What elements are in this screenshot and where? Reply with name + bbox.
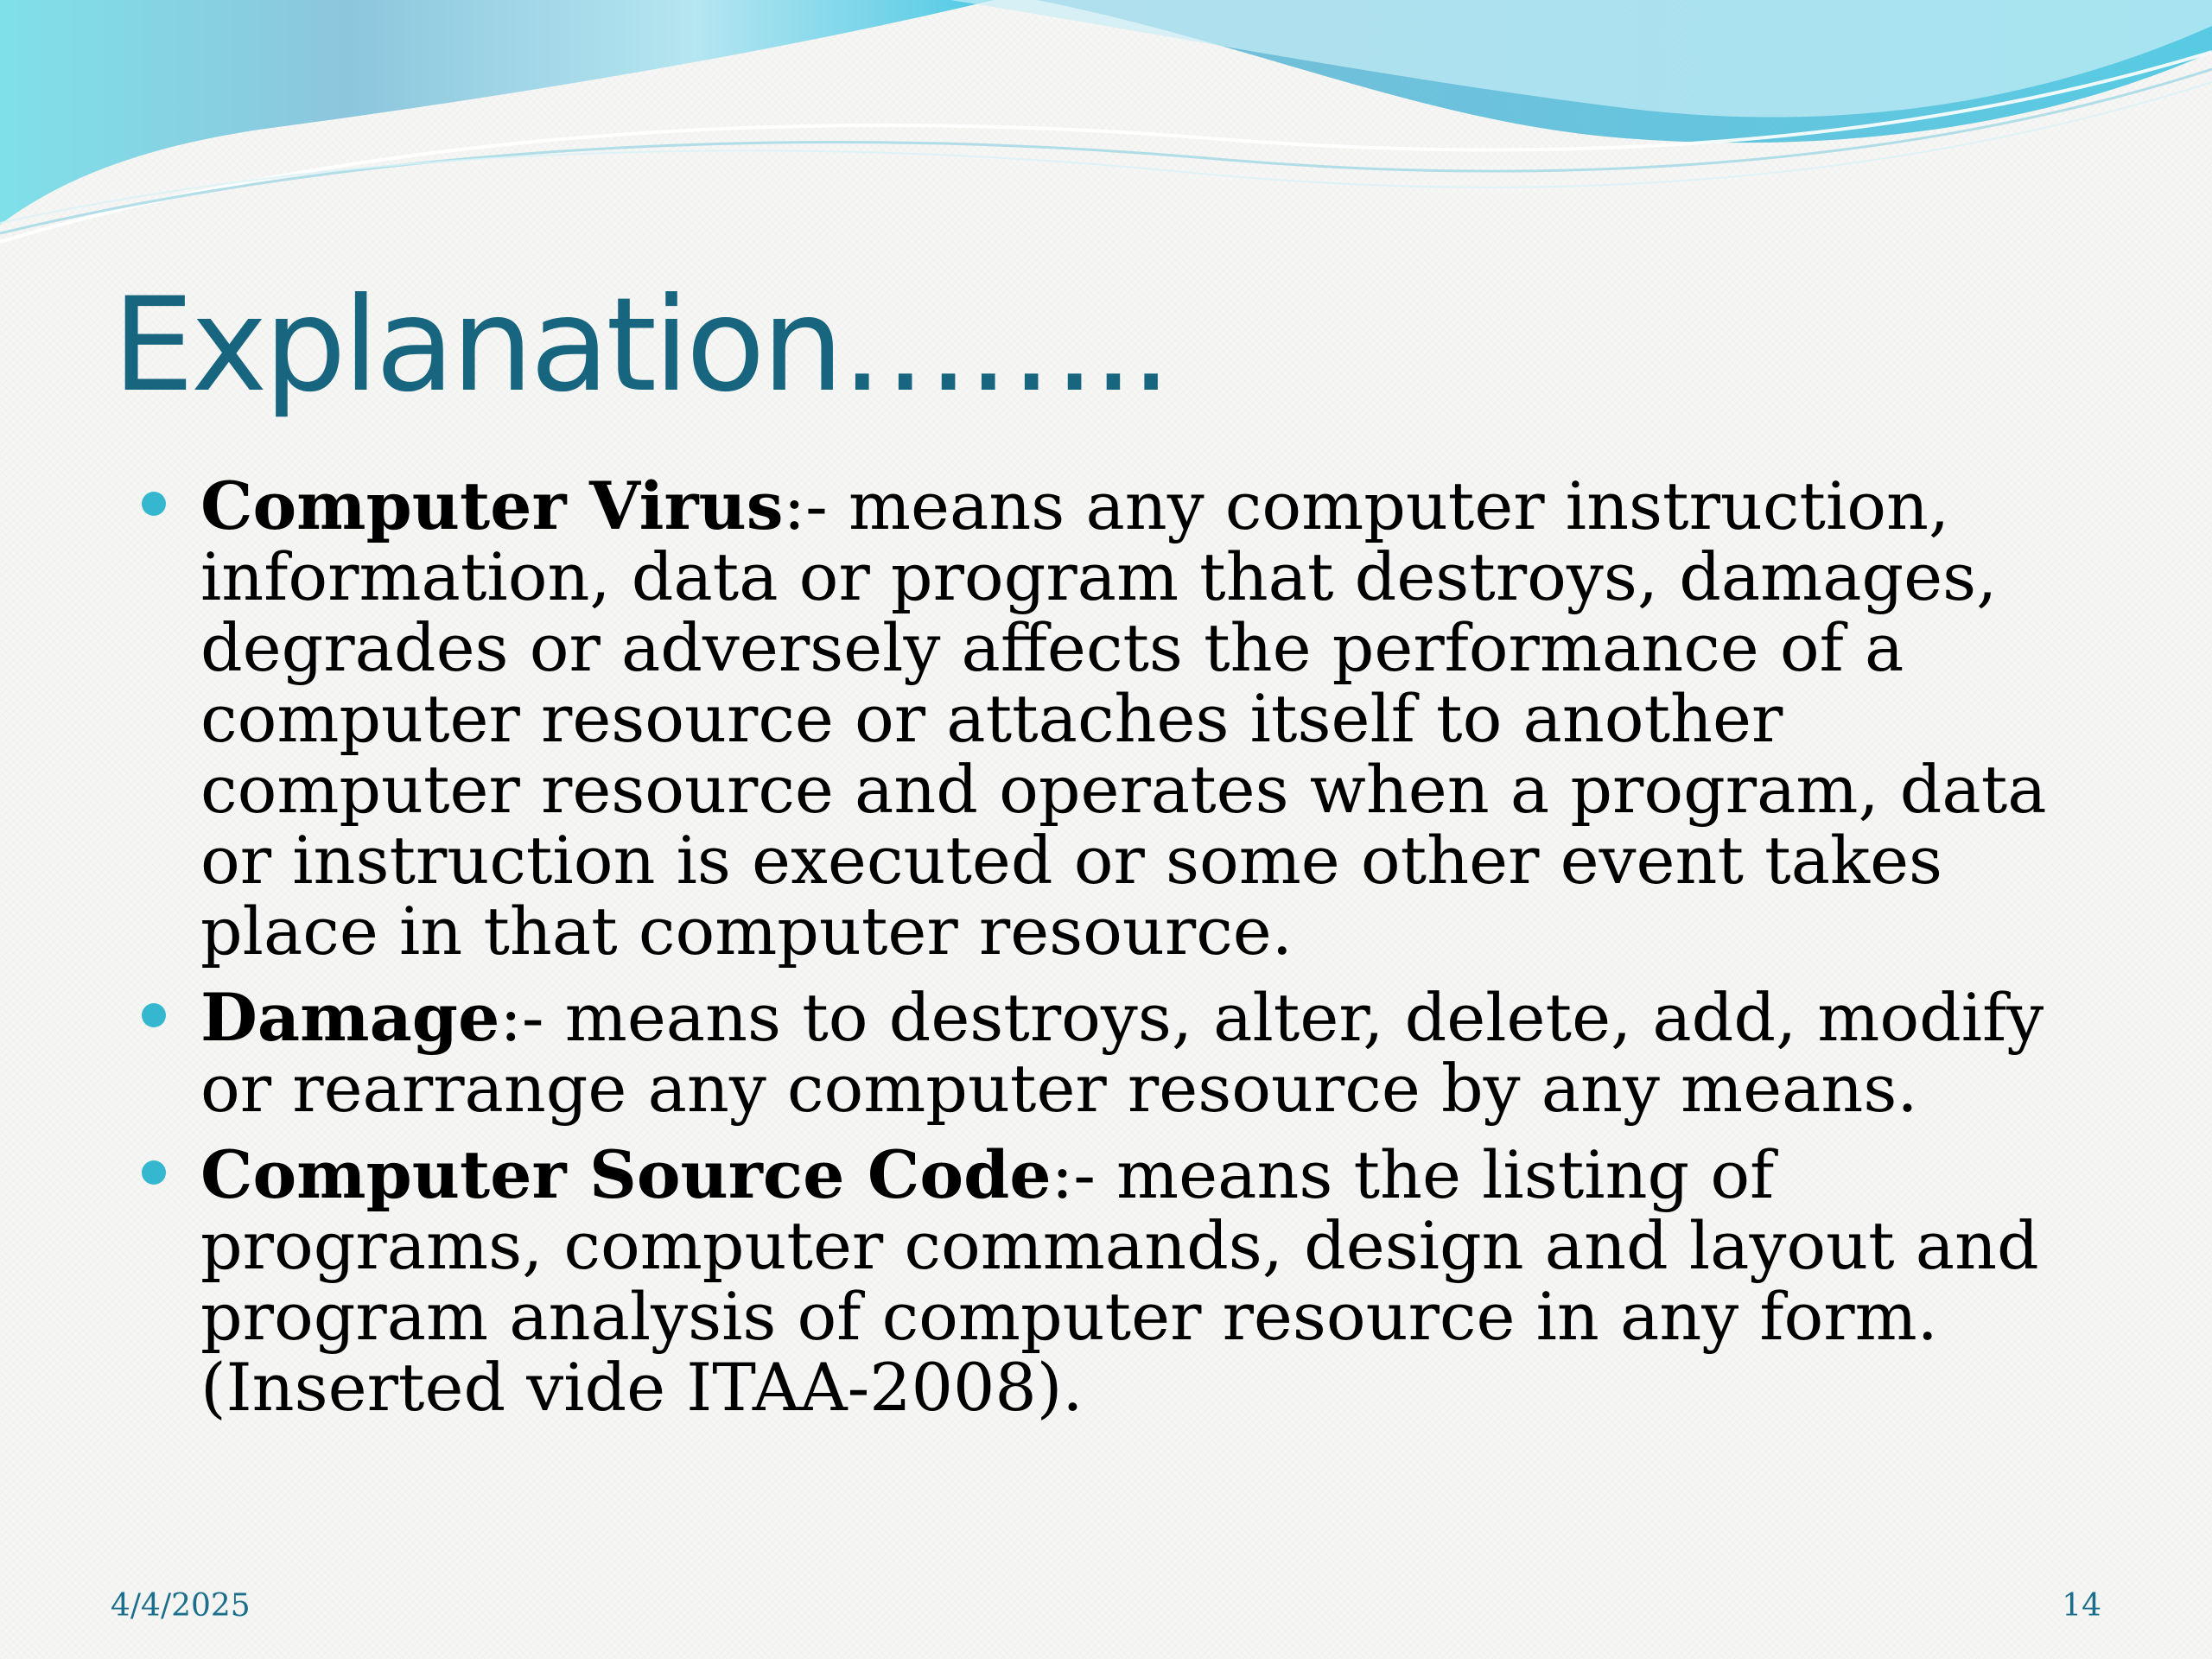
bullet-computer-source-code [138,1136,2091,1426]
bullet-dot-icon [142,1003,166,1027]
bullet-term: Computer Virus [200,467,784,544]
bullet-computer-virus [138,467,2091,969]
bullet-list [138,467,2091,1439]
footer-page-number: 14 [2062,1588,2101,1624]
bullet-damage [138,979,2091,1127]
bullet-term: Damage [200,979,500,1056]
bullet-dot-icon [142,492,166,516]
footer-date: 4/4/2025 [111,1588,251,1624]
header-wave-decoration [0,0,2212,259]
bullet-dot-icon [142,1160,166,1185]
bullet-text: :- means any computer instruction, information, data or program that destroys, damages, degrades or adversely affects the performance of a computer resource or attaches itself to another computer resource and operates when a program, data or instruction is executed or some other event takes place in that computer resource. [200,467,2047,969]
bullet-text: :- means the listing of programs, computer commands, design and layout and program analysis of computer resource in any form.(Inserted vide ITAA-2008). [200,1136,2039,1426]
slide-title: Explanation…….. [112,270,1169,421]
bullet-term: Computer Source Code [200,1136,1052,1213]
bullet-text: :- means to destroys, alter, delete, add, modify or rearrange any computer resource by any means. [200,979,2044,1127]
